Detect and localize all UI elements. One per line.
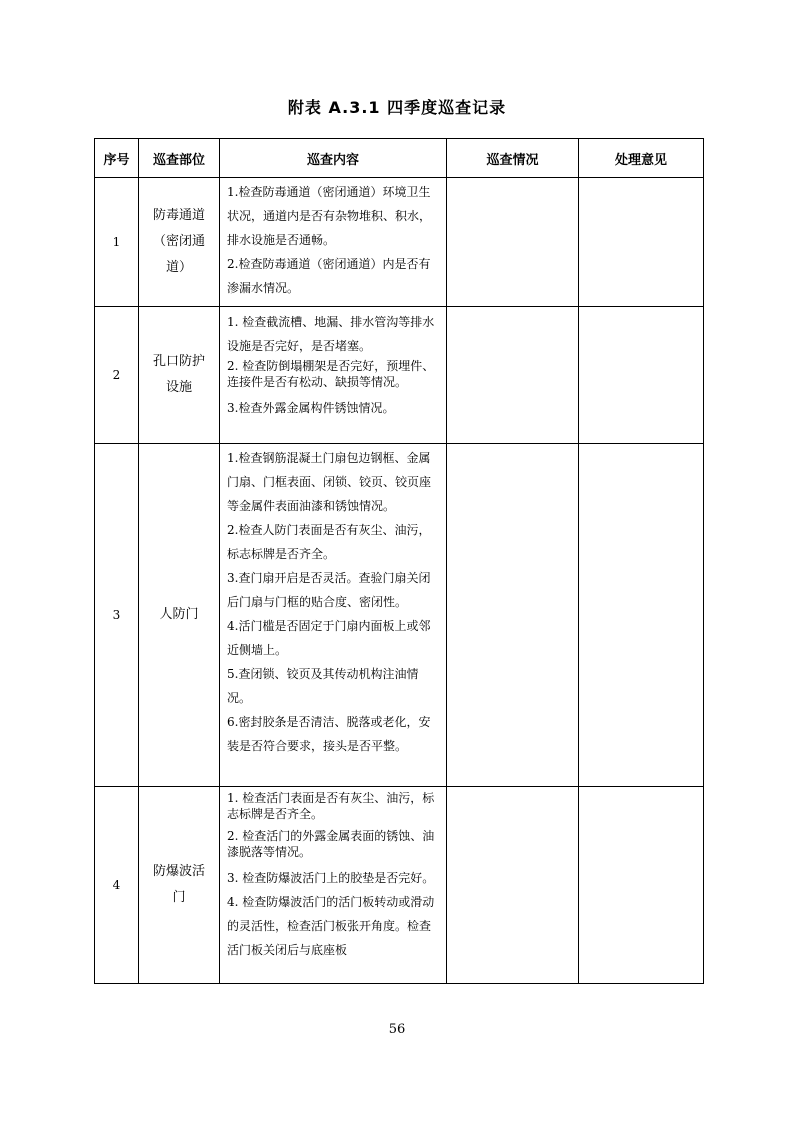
row-situation-cell[interactable] — [447, 787, 579, 984]
row-index: 4 — [95, 787, 139, 984]
row-opinion-cell[interactable] — [579, 787, 704, 984]
row-opinion-cell[interactable] — [579, 307, 704, 444]
row-situation-cell[interactable] — [447, 444, 579, 787]
content-item: 5.查闭锁、铰页及其传动机构注油情况。 — [227, 667, 419, 705]
row-index: 1 — [95, 178, 139, 307]
header-opinion: 处理意见 — [579, 139, 704, 178]
content-item: 1. 检查截流槽、地漏、排水管沟等排水设施是否完好，是否堵塞。 — [227, 315, 435, 353]
header-content: 巡查内容 — [220, 139, 447, 178]
row-part: 孔口防护设施 — [139, 307, 220, 444]
content-item: 1. 检查活门表面是否有灰尘、油污，标志标牌是否齐全。 — [227, 791, 435, 821]
header-situation: 巡查情况 — [447, 139, 579, 178]
table-header-row — [95, 139, 704, 178]
content-item: 1.检查钢筋混凝土门扇包边钢框、金属门扇、门框表面、闭锁、铰页、铰页座等金属件表面油漆和锈蚀情况。 — [227, 451, 432, 513]
row-part: 防毒通道（密闭通道） — [139, 178, 220, 307]
content-item: 2. 检查活门的外露金属表面的锈蚀、油漆脱落等情况。 — [227, 829, 435, 859]
row-content — [220, 444, 447, 787]
content-item: 4.活门槛是否固定于门扇内面板上或邻近侧墙上。 — [227, 619, 431, 657]
header-part: 巡查部位 — [139, 139, 220, 178]
content-item: 2.检查防毒通道（密闭通道）内是否有渗漏水情况。 — [227, 257, 431, 295]
page-number: 56 — [388, 1022, 406, 1037]
content-item: 3.检查外露金属构件锈蚀情况。 — [227, 401, 395, 415]
row-opinion-cell[interactable] — [579, 178, 704, 307]
row-situation-cell[interactable] — [447, 307, 579, 444]
table-row — [95, 787, 704, 984]
row-opinion-cell[interactable] — [579, 444, 704, 787]
content-item: 2. 检查防倒塌棚架是否完好，预埋件、连接件是否有松动、缺损等情况。 — [227, 359, 435, 389]
row-part: 人防门 — [139, 444, 220, 787]
row-content — [220, 787, 447, 984]
content-item: 3.查门扇开启是否灵活。查验门扇关闭后门扇与门框的贴合度、密闭性。 — [227, 571, 431, 609]
row-situation-cell[interactable] — [447, 178, 579, 307]
header-index: 序号 — [95, 139, 139, 178]
table-row — [95, 444, 704, 787]
content-item: 1.检查防毒通道（密闭通道）环境卫生状况，通道内是否有杂物堆积、积水，排水设施是否通畅。 — [227, 185, 432, 247]
page-title: 附表 A.3.1 四季度巡查记录 — [287, 98, 507, 117]
row-content — [220, 178, 447, 307]
table-row — [95, 307, 704, 444]
row-index: 3 — [95, 444, 139, 787]
inspection-record-table — [94, 138, 704, 984]
content-item: 6.密封胶条是否清洁、脱落或老化，安装是否符合要求，接头是否平整。 — [227, 715, 431, 753]
row-index: 2 — [95, 307, 139, 444]
row-part: 防爆波活门 — [139, 787, 220, 984]
content-item: 4. 检查防爆波活门的活门板转动或滑动的灵活性，检查活门板张开角度。检查活门板关闭后与底座板 — [227, 895, 435, 957]
content-item: 2.检查人防门表面是否有灰尘、油污，标志标牌是否齐全。 — [227, 523, 431, 561]
row-content — [220, 307, 447, 444]
content-item: 3. 检查防爆波活门上的胶垫是否完好。 — [227, 871, 435, 885]
table-row — [95, 178, 704, 307]
